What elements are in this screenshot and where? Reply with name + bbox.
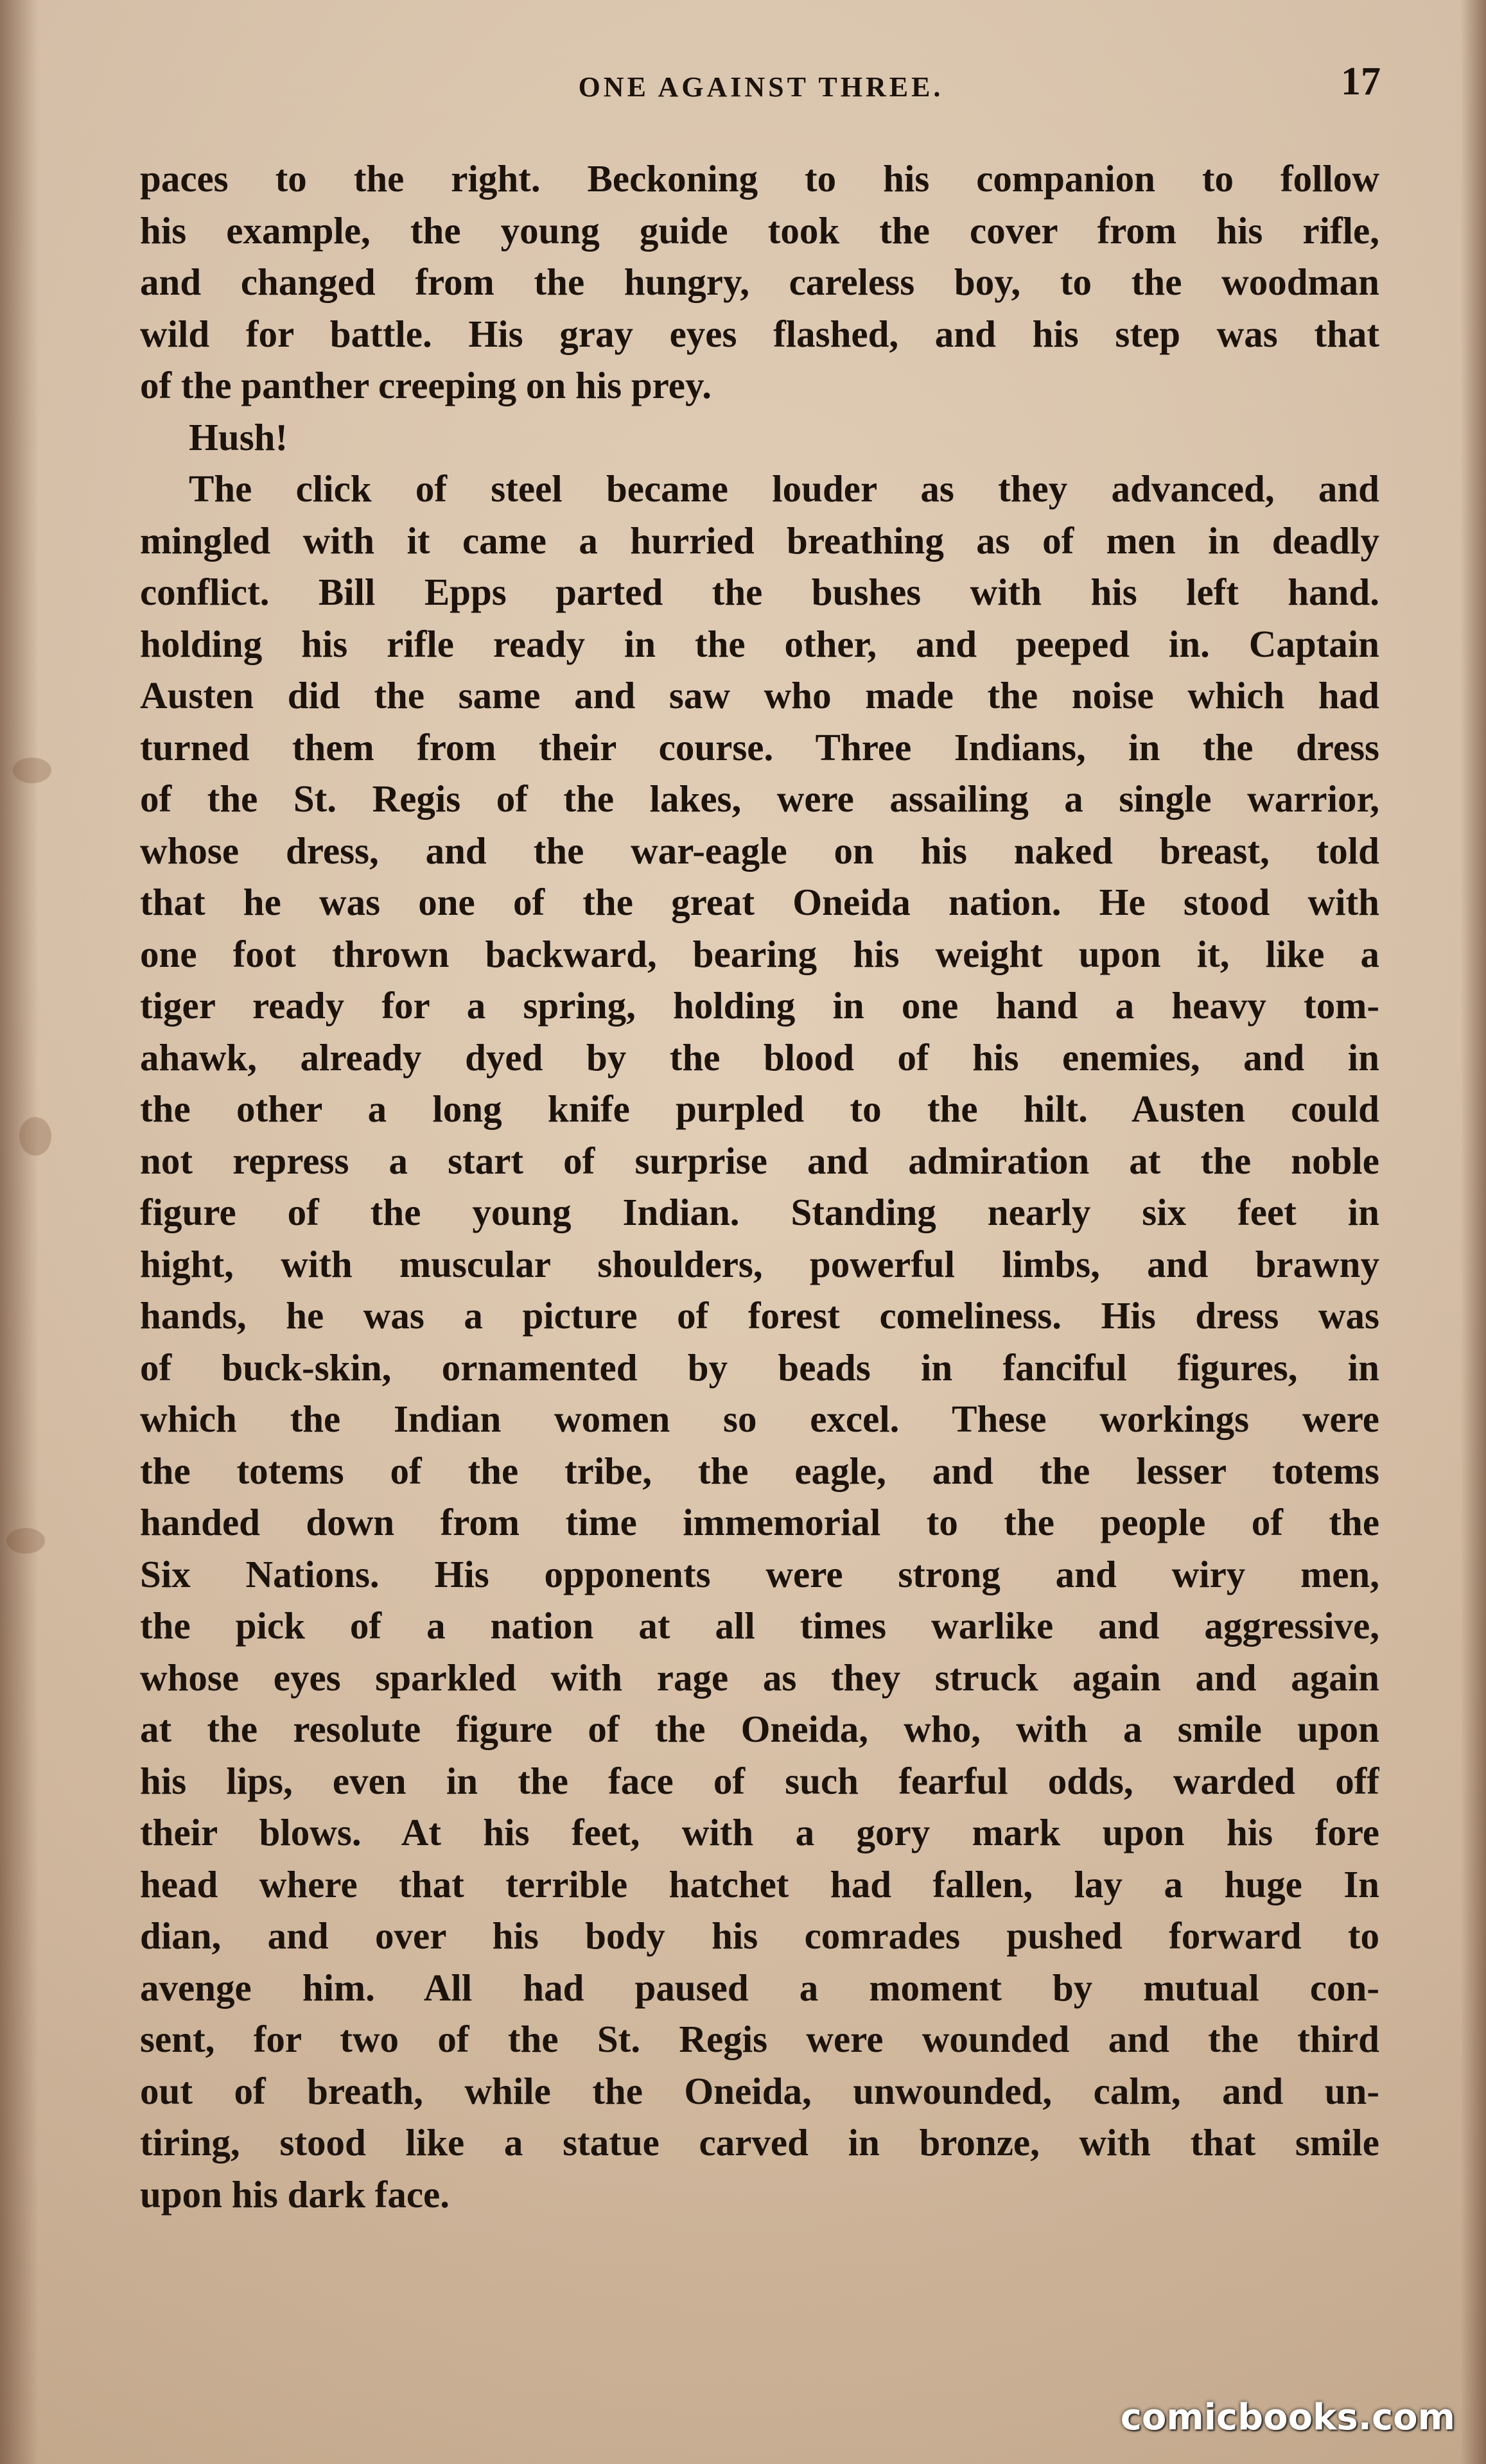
text-line: mingled with it came a hurried breathing as of men in deadly: [140, 519, 1379, 562]
text-line: and changed from the hungry, careless boy, to the woodman: [140, 261, 1379, 303]
page-edge-shadow-right: [1460, 0, 1486, 2464]
text-line: their blows. At his feet, with a gory mark upon his fore: [140, 1811, 1379, 1853]
text-line: head where that terrible hatchet had fallen, lay a huge In: [140, 1862, 1379, 1905]
text-line: the totems of the tribe, the eagle, and the lesser totems: [140, 1449, 1379, 1492]
text-line: ahawk, already dyed by the blood of his enemies, and in: [140, 1036, 1379, 1079]
text-line: his lips, even in the face of such fearful odds, warded off: [140, 1759, 1379, 1802]
text-line: which the Indian women so excel. These workings were: [140, 1398, 1379, 1440]
text-line: hands, he was a picture of forest comeliness. His dress was: [140, 1294, 1379, 1337]
text-line: of buck-skin, ornamented by beads in fanciful figures, in: [140, 1346, 1379, 1389]
text-line: the pick of a nation at all times warlike and aggressive,: [140, 1604, 1379, 1647]
text-line: of the St. Regis of the lakes, were assailing a single warrior,: [140, 777, 1379, 820]
paper-stain: [6, 1528, 45, 1554]
text-line: whose dress, and the war-eagle on his naked breast, told: [140, 829, 1379, 872]
text-line: the other a long knife purpled to the hilt. Austen could: [140, 1088, 1379, 1130]
text-line: one foot thrown backward, bearing his weight upon it, like a: [140, 932, 1379, 975]
text-line: holding his rifle ready in the other, and peeped in. Captain: [140, 622, 1379, 665]
text-line: not repress a start of surprise and admiration at the noble: [140, 1139, 1379, 1182]
text-line: wild for battle. His gray eyes flashed, and his step was that: [140, 312, 1379, 355]
paper-stain: [19, 1117, 51, 1156]
text-line: conflict. Bill Epps parted the bushes with his left hand.: [140, 571, 1379, 613]
text-line: Six Nations. His opponents were strong and wiry men,: [140, 1552, 1379, 1595]
page-edge-shadow-left: [0, 0, 39, 2464]
text-line: figure of the young Indian. Standing nearly six feet in: [140, 1191, 1379, 1233]
page-header: [141, 59, 1381, 110]
text-line: whose eyes sparkled with rage as they struck again and again: [140, 1656, 1379, 1699]
text-line: of the panther creeping on his prey.: [140, 364, 712, 406]
text-line: dian, and over his body his comrades pushed forward to: [140, 1914, 1379, 1957]
text-line: Austen did the same and saw who made the noise which had: [140, 674, 1379, 716]
text-line: The click of steel became louder as they advanced, and: [189, 467, 1379, 510]
text-line: hight, with muscular shoulders, powerful limbs, and brawny: [140, 1242, 1379, 1285]
text-line: Hush!: [189, 415, 288, 458]
text-line: turned them from their course. Three Indians, in the dress: [140, 725, 1379, 768]
text-line: tiring, stood like a statue carved in bronze, with that smile: [140, 2121, 1379, 2164]
text-line: at the resolute figure of the Oneida, who, with a smile upon: [140, 1708, 1379, 1750]
text-line: that he was one of the great Oneida nation. He stood with: [140, 881, 1379, 923]
text-line: his example, the young guide took the cover from his rifle,: [140, 209, 1379, 252]
watermark: comicbooks.com: [1120, 2397, 1455, 2438]
text-line: sent, for two of the St. Regis were wounded and the third: [140, 2018, 1379, 2060]
body-text: [140, 153, 1379, 2220]
text-line: avenge him. All had paused a moment by mutual con-: [140, 1966, 1379, 2009]
text-line: out of breath, while the Oneida, unwounded, calm, and un-: [140, 2069, 1379, 2112]
paper-stain: [13, 758, 51, 783]
page-number: 17: [1341, 60, 1381, 103]
text-line: paces to the right. Beckoning to his companion to follow: [140, 157, 1379, 200]
text-line: handed down from time immemorial to the people of the: [140, 1501, 1379, 1543]
running-head: ONE AGAINST THREE.: [578, 71, 944, 103]
text-line: tiger ready for a spring, holding in one hand a heavy tom-: [140, 984, 1379, 1027]
text-line: upon his dark face.: [140, 2173, 450, 2216]
